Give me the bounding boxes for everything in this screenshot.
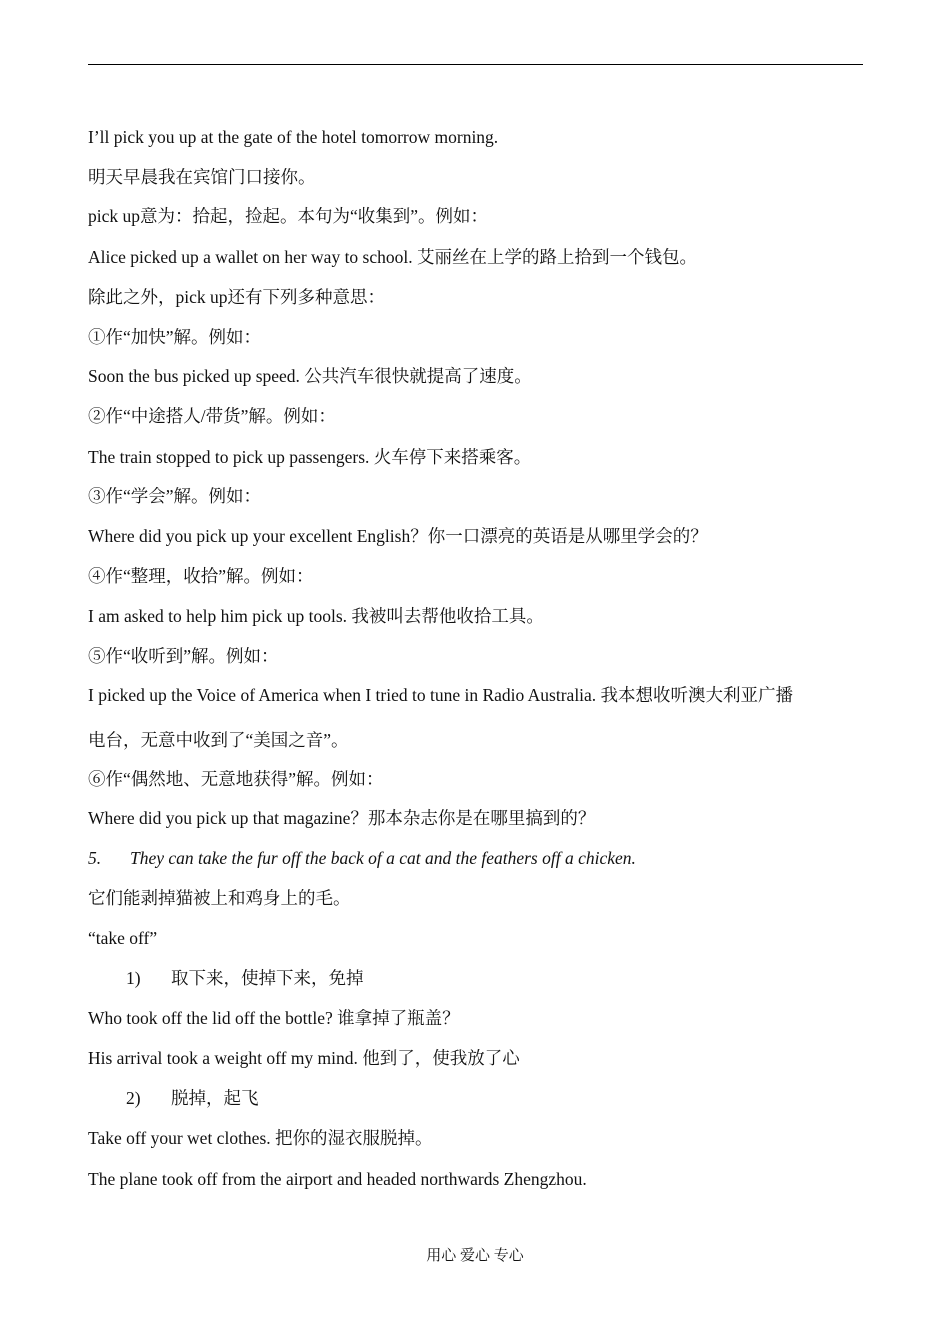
text-line: His arrival took a weight off my mind. 他到了，使我放了心 [88,1048,520,1068]
text-line: ①作“加快”解。例如： [88,327,262,347]
sub-item-number: 1) [126,968,141,988]
text-line: I am asked to help him pick up tools. 我被叫去帮他收拾工具。 [88,606,544,626]
text-line: 除此之外，pick up还有下列多种意思： [88,287,386,307]
text-line: Who took off the lid off the bottle? 谁拿掉了瓶盖？ [88,1008,460,1028]
text-line: ④作“整理，收拾”解。例如： [88,566,314,586]
text-line: Alice picked up a wallet on her way to school. 艾丽丝在上学的路上拾到一个钱包。 [88,247,697,267]
text-line: I picked up the Voice of America when I tried to tune in Radio Australia. 我本想收听澳大利亚广播 [88,685,794,705]
text-line: ⑤作“收听到”解。例如： [88,646,279,666]
sub-item-number: 2) [126,1088,141,1108]
text-line: 它们能剥掉猫被上和鸡身上的毛。 [88,888,351,908]
text-line: “take off” [88,928,158,948]
text-line: ③作“学会”解。例如： [88,486,262,506]
sub-item-text: 脱掉，起飞 [171,1088,259,1108]
text-line: Where did you pick up your excellent English？你一口漂亮的英语是从哪里学会的？ [88,526,708,546]
item-number: 5. [88,848,102,868]
text-line: ②作“中途搭人/带货”解。例如： [88,406,336,426]
sub-item-1 [126,967,364,989]
numbered-item-5 [88,847,636,869]
sub-item-2 [126,1087,259,1109]
text-line: pick up意为：拾起，捡起。本句为“收集到”。例如： [88,206,489,226]
text-line: Soon the bus picked up speed. 公共汽车很快就提高了速度。 [88,366,532,386]
text-line: Take off your wet clothes. 把你的湿衣服脱掉。 [88,1128,433,1148]
page-footer: 用心 爱心 专心 [426,1248,524,1264]
text-line: 明天早晨我在宾馆门口接你。 [88,167,316,187]
text-line: The plane took off from the airport and headed northwards Zhengzhou. [88,1169,587,1189]
text-line: I’ll pick you up at the gate of the hotel tomorrow morning. [88,127,499,147]
text-line: The train stopped to pick up passengers. 火车停下来搭乘客。 [88,447,532,467]
header-rule [88,64,863,65]
text-line: ⑥作“偶然地、无意地获得”解。例如： [88,769,384,789]
text-line: 电台，无意中收到了“美国之音”。 [88,730,349,750]
sub-item-text: 取下来，使掉下来，免掉 [171,968,364,988]
text-line: Where did you pick up that magazine？那本杂志你是在哪里搞到的？ [88,808,596,828]
item-text: They can take the fur off the back of a cat and the feathers off a chicken. [130,848,636,868]
